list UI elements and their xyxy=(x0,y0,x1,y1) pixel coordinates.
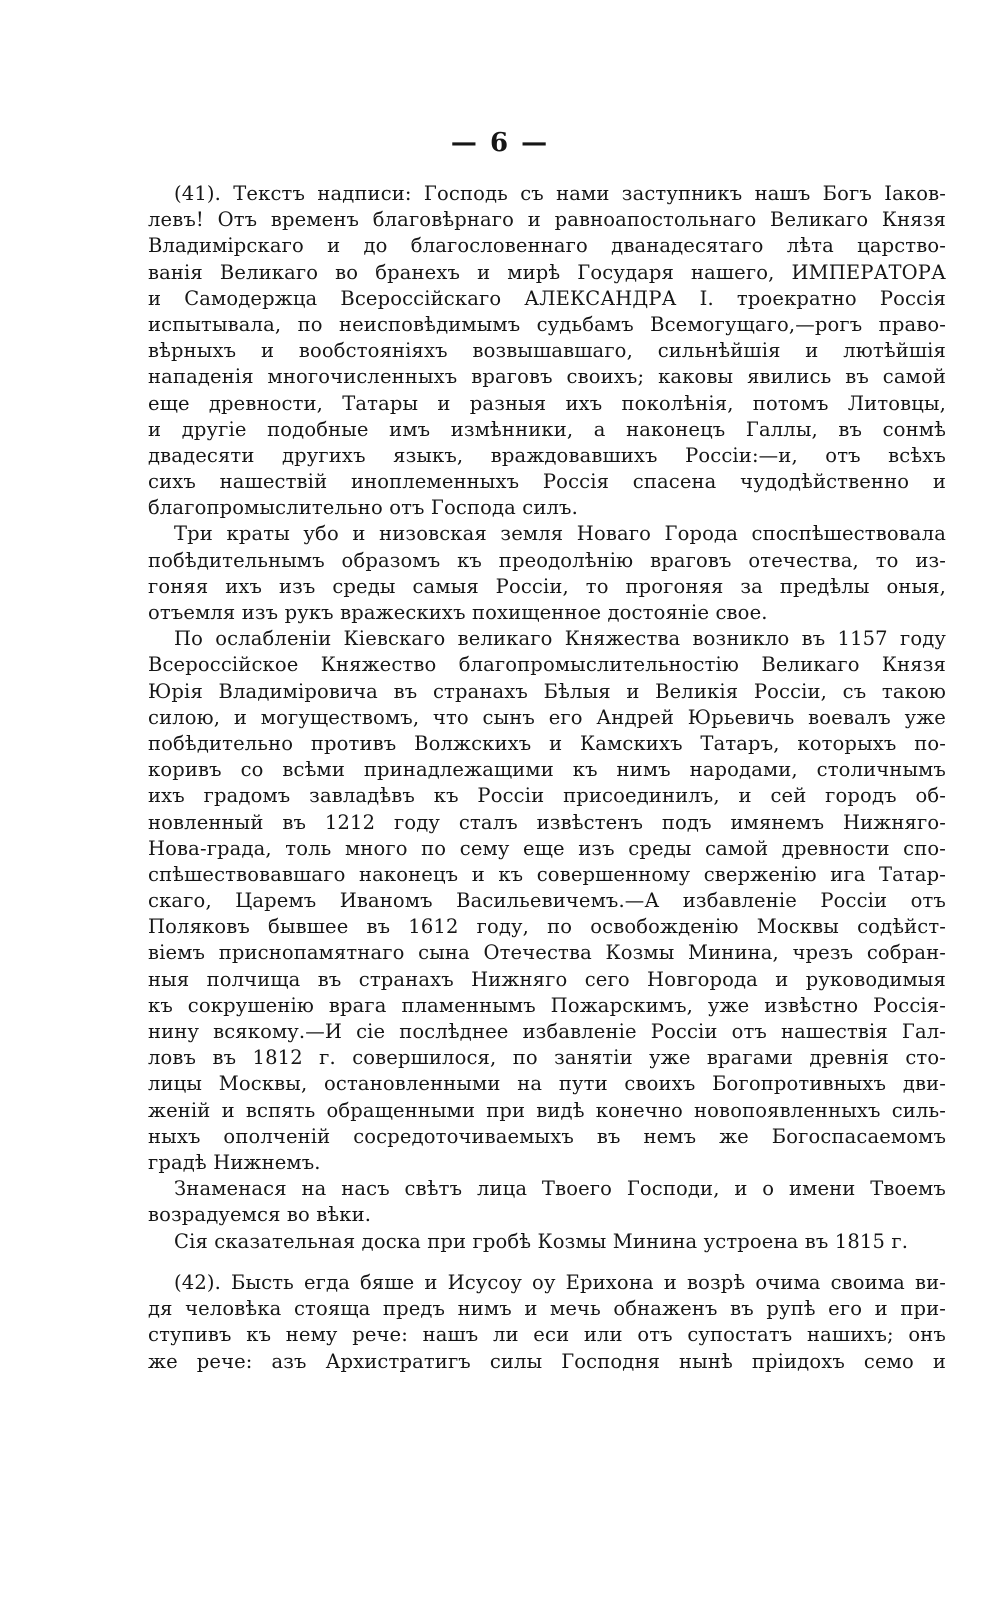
text-line: еще древности, Татары и разныя ихъ поколѣнія, потомъ Литовцы, xyxy=(148,391,946,415)
text-line: ныхъ ополченій сосредоточиваемыхъ въ немъ же Богоспасаемомъ xyxy=(148,1124,946,1148)
text-line: ныя полчища въ странахъ Нижняго сего Новгорода и руководимыя xyxy=(148,967,946,991)
text-line: новленный въ 1212 году сталъ извѣстенъ подъ имянемъ Нижняго- xyxy=(148,810,946,834)
page-number: — 6 — xyxy=(450,128,550,158)
text-line: двадесяти другихъ языкъ, враждовавшихъ Россіи:—и, отъ всѣхъ xyxy=(148,443,946,467)
text-line: Нова-града, толь много по сему еще изъ среды самой древности спо- xyxy=(148,836,946,860)
text-line: силою, и могуществомъ, что сынъ его Андрей Юрьевичь воевалъ уже xyxy=(148,705,946,729)
text-line: и Самодержца Всероссійскаго АЛЕКСАНДРА I. троекратно Россія xyxy=(148,286,946,310)
text-line: сихъ нашествій иноплеменныхъ Россія спасена чудодѣйственно и xyxy=(148,470,946,494)
paragraph-prayer xyxy=(148,1176,946,1228)
text-line: ступивъ къ нему рече: нашъ ли еси или отъ супостатъ нашихъ; онъ xyxy=(148,1323,946,1347)
text-line: же рече: азъ Архистратигъ силы Господня нынѣ пріидохъ семо и xyxy=(148,1349,946,1373)
text-line: По ослабленіи Кіевскаго великаго Княжества возникло въ 1157 году xyxy=(174,627,946,651)
text-line: спѣшествовавшаго наконецъ и къ совершенному сверженію ига Татар- xyxy=(148,862,946,886)
text-line: благопромыслительно отъ Господа силъ. xyxy=(148,496,578,520)
text-line: къ сокрушенію врага пламеннымъ Пожарскимъ, уже извѣстно Россія- xyxy=(148,993,946,1017)
note-42 xyxy=(148,1270,946,1375)
note-41 xyxy=(148,181,946,1255)
text-line: нападенія многочисленныхъ враговъ своихъ; каковы явились въ самой xyxy=(148,365,946,389)
text-line: и другіе подобные имъ измѣнники, а наконецъ Галлы, въ сонмѣ xyxy=(148,417,946,441)
text-line: Три краты убо и низовская земля Новаго Города споспѣшествовала xyxy=(174,522,946,546)
paragraph-three-times xyxy=(148,521,946,626)
text-line: скаго, Царемъ Иваномъ Васильевичемъ.—А избавленіе Россіи отъ xyxy=(148,889,946,913)
text-line: Знаменася на насъ свѣтъ лица Твоего Господи, и о имени Твоемъ xyxy=(174,1177,946,1201)
text-line: Владимірскаго и до благословеннаго дванадесятаго лѣта царство- xyxy=(148,234,946,258)
text-line: отъемля изъ рукъ вражескихъ похищенное достояніе свое. xyxy=(148,601,768,624)
text-line: гоняя ихъ изъ среды самыя Россіи, то прогоняя за предѣлы оныя, xyxy=(148,574,946,598)
text-line: левъ! Отъ временъ благовѣрнаго и равноапостольнаго Великаго Князя xyxy=(148,208,946,232)
text-line: Юрія Владиміровича въ странахъ Бѣлыя и Великія Россіи, съ такою xyxy=(148,679,946,703)
text-line: возрадуемся во вѣки. xyxy=(148,1203,372,1227)
paragraph-plaque xyxy=(148,1229,946,1255)
text-line: Поляковъ бывшее въ 1612 году, по освобожденію Москвы содѣйст- xyxy=(148,915,946,939)
text-line: (42). Бысть егда бяше и Исусоу оу Ерихона и возрѣ очима своима ви- xyxy=(174,1271,946,1294)
text-line: (41). Текстъ надписи: Господь съ нами заступникъ нашъ Богъ Іаков- xyxy=(174,182,946,205)
text-line: побѣдительнымъ образомъ къ преодолѣнію враговъ отечества, то из- xyxy=(148,548,946,572)
text-line: испытывала, по неисповѣдимымъ судьбамъ Всемогущаго,—рогъ право- xyxy=(148,312,946,336)
text-line: Сія сказательная доска при гробѣ Козмы Минина устроена въ 1815 г. xyxy=(174,1229,909,1253)
text-line: ловъ въ 1812 г. совершилося, по занятіи уже врагами древнія сто- xyxy=(148,1046,946,1070)
text-line: вѣрныхъ и вообстояніяхъ возвышавшаго, сильнѣйшія и лютѣйшія xyxy=(148,339,946,363)
text-line: лицы Москвы, остановленными на пути своихъ Богопротивныхъ дви- xyxy=(148,1072,946,1096)
text-line: женій и вспять обращенными при видѣ конечно новопоявленныхъ силь- xyxy=(148,1098,946,1122)
text-line: ихъ градомъ завладѣвъ къ Россіи присоединилъ, и сей городъ об- xyxy=(148,784,946,808)
paragraph-history xyxy=(148,626,946,1176)
text-line: градѣ Нижнемъ. xyxy=(148,1150,321,1174)
text-line: нину всякому.—И сіе послѣднее избавленіе Россіи отъ нашествія Гал- xyxy=(148,1020,946,1043)
text-line: дя человѣка стояща предъ нимъ и мечь обнаженъ въ рупѣ его и при- xyxy=(148,1297,946,1321)
text-line: коривъ со всѣми принадлежащими къ нимъ народами, столичнымъ xyxy=(148,758,946,782)
text-line: віемъ приснопамятнаго сына Отечества Козмы Минина, чрезъ собран- xyxy=(148,941,946,965)
text-line: ванія Великаго во бранехъ и мирѣ Государя нашего, ИМПЕРАТОРА xyxy=(148,260,946,284)
text-line: побѣдительно противъ Волжскихъ и Камскихъ Татаръ, которыхъ по- xyxy=(148,731,946,755)
paragraph-inscription xyxy=(148,181,946,521)
text-line: Всероссійское Княжество благопромыслительностію Великаго Князя xyxy=(148,653,946,677)
